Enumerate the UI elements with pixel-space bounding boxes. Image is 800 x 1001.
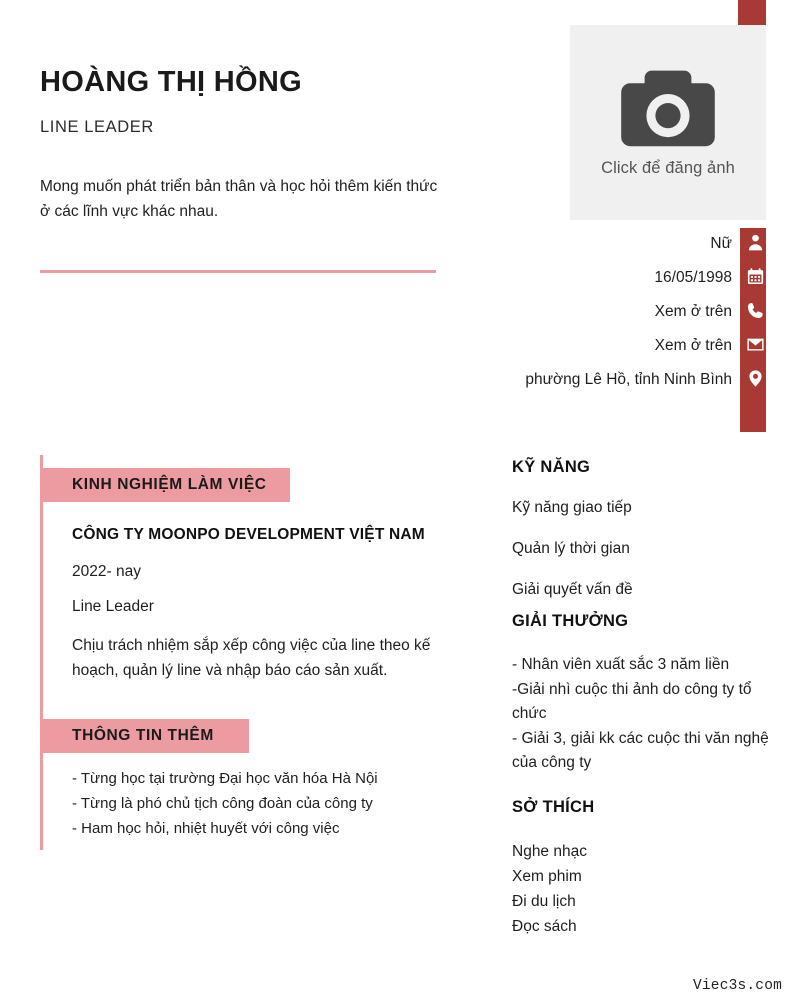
- list-item: Nghe nhạc: [512, 843, 587, 860]
- contact-row-address: [470, 368, 732, 402]
- skills-heading: KỸ NĂNG: [512, 458, 591, 476]
- list-item: Đọc sách: [512, 918, 577, 935]
- candidate-job-title: LINE LEADER: [40, 118, 154, 136]
- candidate-name: HOÀNG THỊ HỒNG: [40, 66, 302, 98]
- contact-icon-bar: [740, 228, 766, 432]
- experience-company: CÔNG TY MOONPO DEVELOPMENT VIỆT NAM: [72, 526, 425, 543]
- list-item: Đi du lịch: [512, 893, 576, 910]
- hobbies-list: [512, 839, 774, 939]
- mail-icon: [746, 335, 765, 354]
- top-right-accent-square: [738, 0, 766, 27]
- camera-icon: [614, 67, 722, 153]
- photo-upload-placeholder[interactable]: [570, 25, 766, 220]
- contact-phone-value: Xem ở trên: [654, 303, 732, 320]
- list-item: - Từng là phó chủ tịch công đoàn của công ty: [72, 795, 373, 812]
- calendar-icon: [746, 267, 765, 286]
- skills-section: [512, 458, 774, 622]
- awards-list: [512, 653, 774, 776]
- person-icon: [746, 233, 765, 252]
- section-header-experience-label: KINH NGHIỆM LÀM VIỆC: [72, 476, 267, 493]
- list-item: - Nhân viên xuất sắc 3 năm liền: [512, 656, 730, 673]
- contact-row-birthdate: [470, 266, 732, 300]
- experience-entry: [72, 526, 447, 683]
- list-item: Giải quyết vấn đề: [512, 581, 633, 598]
- footer-brand: Viec3s.com: [692, 978, 782, 994]
- location-icon: [746, 369, 765, 388]
- contact-birthdate-value: 16/05/1998: [654, 269, 732, 286]
- contact-gender-value: Nữ: [710, 235, 732, 252]
- photo-upload-caption: Click để đăng ảnh: [601, 159, 735, 177]
- list-item: - Từng học tại trường Đại học văn hóa Hà Nội: [72, 770, 378, 787]
- contact-list: [470, 232, 732, 402]
- contact-row-email: [470, 334, 732, 368]
- phone-icon: [746, 301, 765, 320]
- contact-address-value: phường Lê Hồ, tỉnh Ninh Bình: [525, 371, 732, 388]
- section-header-extra-info-label: THÔNG TIN THÊM: [72, 727, 214, 744]
- hobbies-heading: SỞ THÍCH: [512, 798, 595, 816]
- list-item: - Ham học hỏi, nhiệt huyết với công việc: [72, 820, 340, 837]
- candidate-summary: Mong muốn phát triển bản thân và học hỏi thêm kiến thức ở các lĩnh vực khác nhau.: [40, 178, 438, 220]
- left-column-rail: [40, 455, 43, 850]
- contact-email-value: Xem ở trên: [654, 337, 732, 354]
- experience-role: Line Leader: [72, 598, 154, 615]
- experience-description: Chịu trách nhiệm sắp xếp công việc của line theo kế hoạch, quản lý line và nhập báo cáo sản xuất.: [72, 637, 431, 679]
- list-item: -Giải nhì cuộc thi ảnh do công ty tổ chức: [512, 680, 752, 722]
- list-item: Kỹ năng giao tiếp: [512, 499, 632, 516]
- awards-heading: GIẢI THƯỞNG: [512, 612, 629, 630]
- section-header-extra-info: [42, 719, 249, 753]
- list-item: - Giải 3, giải kk các cuộc thi văn nghệ của công ty: [512, 729, 769, 771]
- section-header-experience: [42, 468, 290, 502]
- experience-period: 2022- nay: [72, 563, 141, 580]
- contact-row-phone: [470, 300, 732, 334]
- contact-row-gender: [470, 232, 732, 266]
- list-item: Quản lý thời gian: [512, 540, 630, 557]
- list-item: Xem phim: [512, 868, 582, 885]
- header-divider: [40, 270, 436, 273]
- extra-info-list: [72, 766, 452, 841]
